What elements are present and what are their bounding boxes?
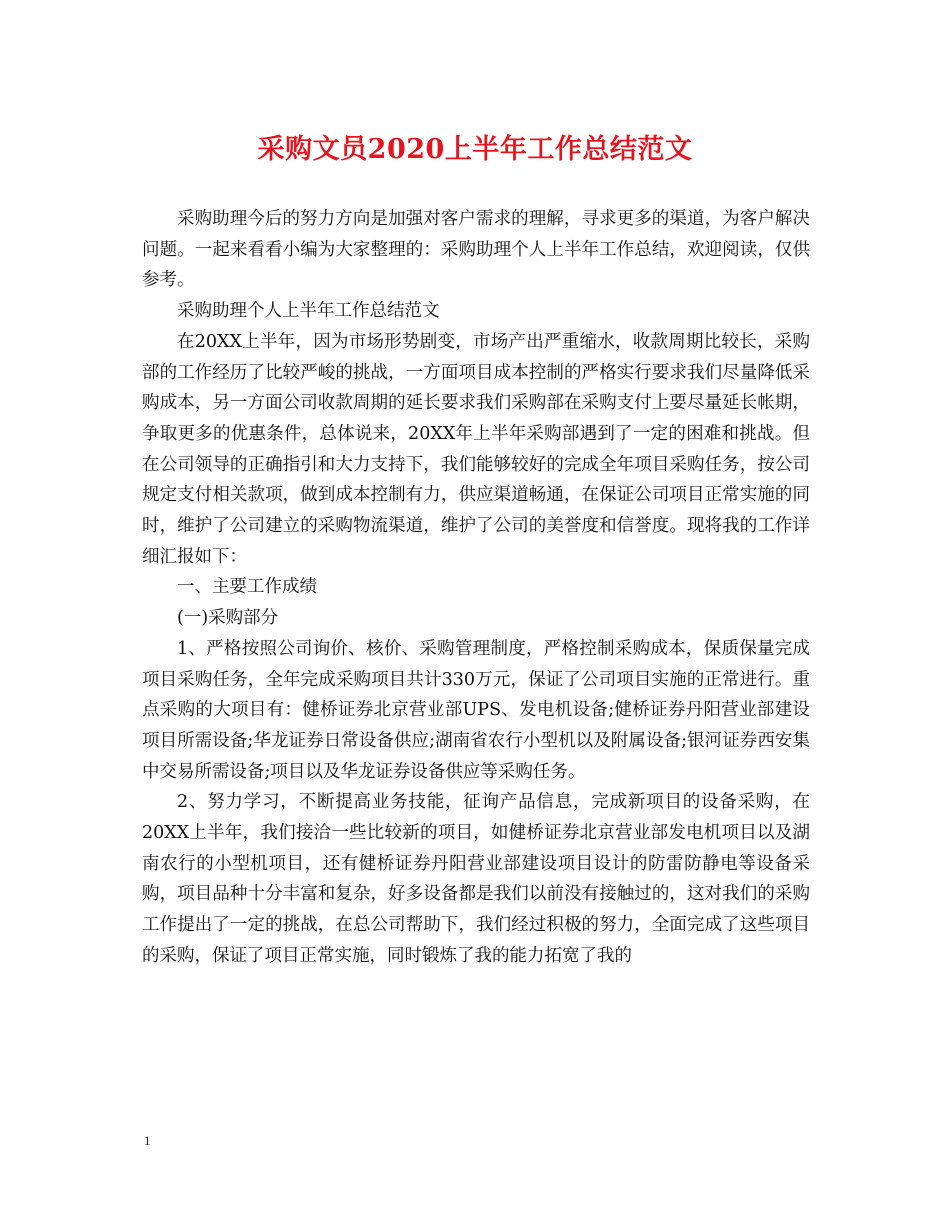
section-heading: 一、主要工作成绩 (177, 577, 317, 598)
intro-paragraph: 采购助理今后的努力方向是加强对客户需求的理解，寻求更多的渠道，为客户解决问题。一起来看看小编为大家整理的：采购助理个人上半年工作总结，欢迎阅读，仅供参考。 (142, 209, 810, 291)
document-title: 采购文员2020上半年工作总结范文 (257, 134, 693, 165)
overview-paragraph: 在20XX上半年，因为市场形势剧变，市场产出严重缩水，收款周期比较长，采购部的工作经历了比较严峻的挑战，一方面项目成本控制的严格实行要求我们尽量降低采购成本，另一方面公司收款周期的延长要求我们采购部在采购支付上要尽量延长帐期，争取更多的优惠条件，总体说来，20XX年上半年采购部遇到了一定的困难和挑战。但在公司领导的正确指引和大力支持下，我们能够较好的完成全年项目采购任务，按公司规定支付相关款项，做到成本控制有力，供应渠道畅通，在保证公司项目正常实施的同时，维护了公司建立的采购物流渠道，维护了公司的美誉度和信誉度。现将我的工作详细汇报如下： (142, 331, 810, 567)
item-1-paragraph: 1、严格按照公司询价、核价、采购管理制度，严格控制采购成本，保质保量完成项目采购任务，全年完成采购项目共计330万元，保证了公司项目实施的正常进行。重点采购的大项目有：健桥证券北京营业部UPS、发电机设备;健桥证券丹阳营业部建设项目所需设备;华龙证券日常设备供应;湖南省农行小型机以及附属设备;银河证券西安集中交易所需设备;项目以及华龙证券设备供应等采购任务。 (142, 638, 810, 782)
item-2-paragraph: 2、努力学习，不断提高业务技能，征询产品信息，完成新项目的设备采购，在20XX上半年，我们接洽一些比较新的项目，如健桥证券北京营业部发电机项目以及湖南农行的小型机项目，还有健桥证券丹阳营业部建设项目设计的防雷防静电等设备采购，项目品种十分丰富和复杂，好多设备都是我们以前没有接触过的，这对我们的采购工作提出了一定的挑战，在总公司帮助下，我们经过积极的努力，全面完成了这些项目的采购，保证了项目正常实施，同时锻炼了我的能力拓宽了我的 (142, 792, 810, 966)
page-number: 1 (144, 1133, 151, 1148)
subsection-heading: (一)采购部分 (177, 608, 279, 629)
subtitle-paragraph: 采购助理个人上半年工作总结范文 (177, 301, 440, 322)
document-body (142, 204, 810, 972)
